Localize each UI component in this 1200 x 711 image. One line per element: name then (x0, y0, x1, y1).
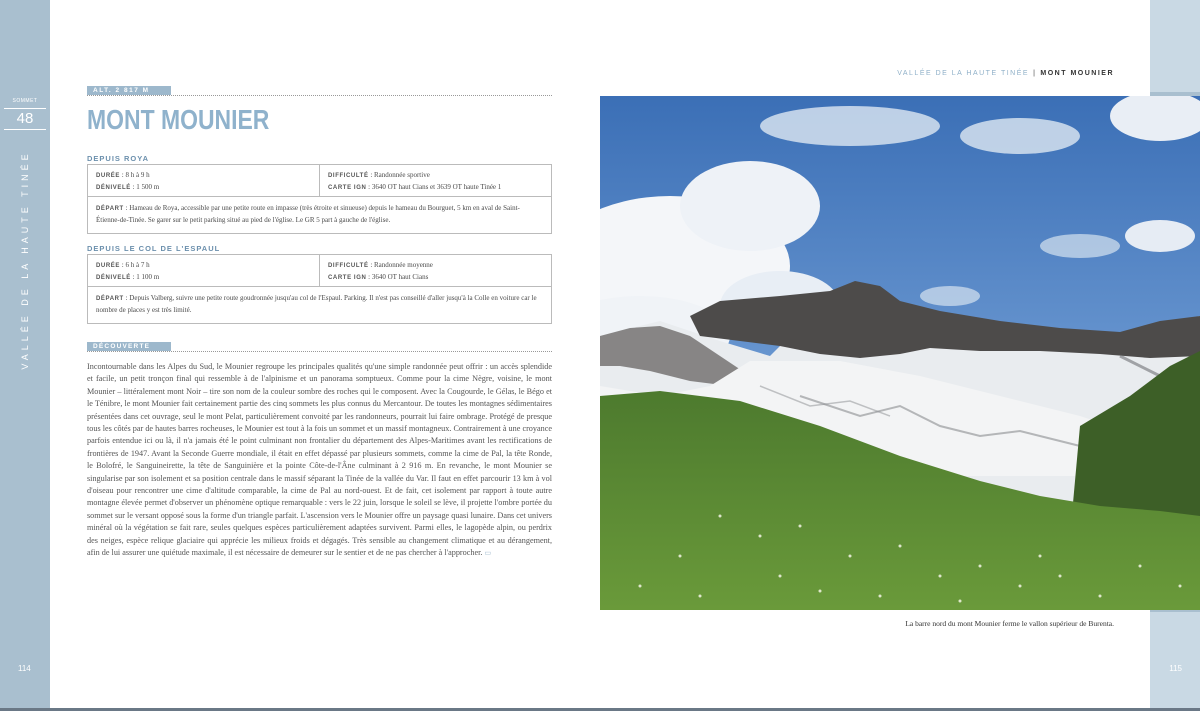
route-heading-roya: DEPUIS ROYA (87, 154, 149, 163)
right-page-number: 115 (1169, 664, 1182, 673)
mountain-photo (600, 96, 1200, 610)
route-depart: DÉPART : Depuis Valberg, suivre une petite route goudronnée jusqu'au col de l'Espaul. Parking. Il n'est pas conseillé d'aller jusqu'à la Colle en voiture car le nombre de places y est très limité. (96, 294, 537, 314)
duree-label: DURÉE (96, 263, 121, 269)
body-text (87, 361, 552, 560)
depart-value: Depuis Valberg, suivre une petite route goudronnée jusqu'au col de l'Espaul. Parking. Il n'est pas conseillé d'aller jusqu'à la Colle en voiture car le nombre de places y est très limité. (96, 294, 537, 314)
depart-label: DÉPART (96, 296, 124, 302)
duree-value: 6 h à 7 h (125, 261, 150, 269)
running-head-separator: | (1033, 70, 1037, 77)
difficulte-label: DIFFICULTÉ (328, 173, 369, 179)
running-head-section: VALLÉE DE LA HAUTE TINÉE (897, 70, 1030, 77)
duree-value: 8 h à 9 h (125, 171, 150, 179)
right-spine-top-panel (1150, 0, 1200, 92)
carte-label: CARTE IGN (328, 185, 367, 191)
route-info-box-roya (87, 164, 552, 234)
depart-label: DÉPART (96, 206, 124, 212)
denivele-value: 1 500 m (136, 183, 160, 191)
route-info-right: DIFFICULTÉ : Randonnée sportive CARTE IGN : 3640 OT haut Cians et 3639 OT haute Tinée 1 (319, 165, 551, 196)
end-mark: ▭ (484, 549, 492, 558)
carte-label: CARTE IGN (328, 275, 367, 281)
page-title: MONT MOUNIER (87, 104, 270, 135)
denivele-label: DÉNIVELÉ (96, 275, 131, 281)
route-info-box-espaul (87, 254, 552, 324)
carte-value: 3640 OT haut Cians et 3639 OT haute Tinée 1 (371, 183, 502, 191)
running-head-title: MONT MOUNIER (1040, 70, 1114, 77)
sommet-number: 48 (4, 108, 46, 130)
difficulte-value: Randonnée moyenne (374, 261, 433, 269)
decouverte-tag: DÉCOUVERTE (87, 342, 171, 351)
sommet-label: SOMMET (12, 98, 38, 104)
denivele-label: DÉNIVELÉ (96, 185, 131, 191)
difficulte-value: Randonnée sportive (374, 171, 430, 179)
depart-value: Hameau de Roya, accessible par une petite route en impasse (très étroite et sinueuse) depuis le hameau du Bourguet, 5 km en aval de Saint-Étienne-de-Tinée. Se garer sur le petit parking situé au pied de l'église. Le GR 5 part à gauche de l'église. (96, 204, 520, 224)
route-info-left: DURÉE : 6 h à 7 h DÉNIVELÉ : 1 100 m (96, 261, 160, 281)
route-depart: DÉPART : Hameau de Roya, accessible par une petite route en impasse (très étroite et sinueuse) depuis le hameau du Bourguet, 5 km en aval de Saint-Étienne-de-Tinée. Se garer sur le petit parking situé au pied de l'église. Le GR 5 part à gauche de l'église. (96, 204, 520, 224)
altitude-tag: ALT. 2 817 M (87, 86, 171, 95)
route-info-row (88, 255, 551, 287)
running-head (897, 70, 1114, 77)
denivele-value: 1 100 m (136, 273, 160, 281)
left-page-number: 114 (18, 664, 31, 673)
route-info-left: DURÉE : 8 h à 9 h DÉNIVELÉ : 1 500 m (96, 171, 160, 191)
difficulte-label: DIFFICULTÉ (328, 263, 369, 269)
route-heading-espaul: DEPUIS LE COL DE L'ESPAUL (87, 244, 221, 253)
decouverte-bar (87, 342, 552, 352)
body-paragraph: Incontournable dans les Alpes du Sud, le Mounier regroupe les principales qualités qu'une simple randonnée peut offrir : un accès splendide et facile, un petit tronçon final qui ressemble à de l'alpinisme et un panorama somptueux. Comme pour la cime Nègre, voisine, le mont Mounier – littéralement mont Noir – tire son nom de la couleur sombre des roches qui le composent. Avec la Cougourde, le Gélas, le Bégo et le Ténibre, le mont Mounier fait certainement partie des cinq sommets les plus connus du Mercantour. De toutes les montagnes sédimentaires présentées dans cet ouvrage, seul le mont Pelat, particulièrement convoité par les randonneurs, pourrait lui faire ombrage. Protégé de presque tous les côtés par de hautes barres rocheuses, le Mounier est tout à la fois un sommet et un massif montagneux. Contrairement à une croyance parfois entendue ici ou là, il n'a jamais été le point culminant non frontalier du département des Alpes-Maritimes avant les rectifications de frontières de 1947. Avant la Seconde Guerre mondiale, il était en effet dépassé par plusieurs sommets, comme la cime de Pal, la tête Ronde, le Bolofré, le Sanguineirette, la tête de Sanguinière et la pointe Côte-de-l'Âne culminant à 2 916 m. En revanche, le mont Mounier se singularise par son isolement et sa position centrale dans le massif séparant la Tinée de la vallée du Var. Il faut en effet parcourir 13 km à vol d'oiseau pour rencontrer une cime d'altitude comparable, la cime de Pal au nord-ouest. Et de fait, cet isolement par rapport à toute autre montagne élevée permet d'observer un phénomène optique remarquable : vers le 22 juin, lorsque le soleil se lève, il projette l'ombre portée du sommet sur le versant opposé sous la forme d'un triangle parfait. L'ascension vers le Mounier offre un paysage quasi lunaire. Dans cet univers minéral où la végétation se fait rare, seules quelques espèces particulièrement adaptées survivent. Parmi elles, le lagopède alpin, ou perdrix des neiges, espèce relique glaciaire qui apprécie les milieux froids et dégagés. Très sensible au changement climatique et au dérangement, afin de lui assurer une quiétude maximale, il est nécessaire de demeurer sur le sentier et de ne pas chercher à l'approcher. (87, 362, 552, 558)
right-spine-bottom-panel (1150, 612, 1200, 708)
route-info-right: DIFFICULTÉ : Randonnée moyenne CARTE IGN : 3640 OT haut Cians (319, 255, 551, 286)
duree-label: DURÉE (96, 173, 121, 179)
altitude-bar (87, 86, 552, 96)
route-info-row (88, 165, 551, 197)
mountain-photo-illustration (600, 96, 1200, 610)
carte-value: 3640 OT haut Cians (371, 273, 429, 281)
vertical-section-title: VALLÉE DE LA HAUTE TINÉE (20, 150, 30, 370)
photo-caption: La barre nord du mont Mounier ferme le vallon supérieur de Burenta. (905, 619, 1114, 628)
